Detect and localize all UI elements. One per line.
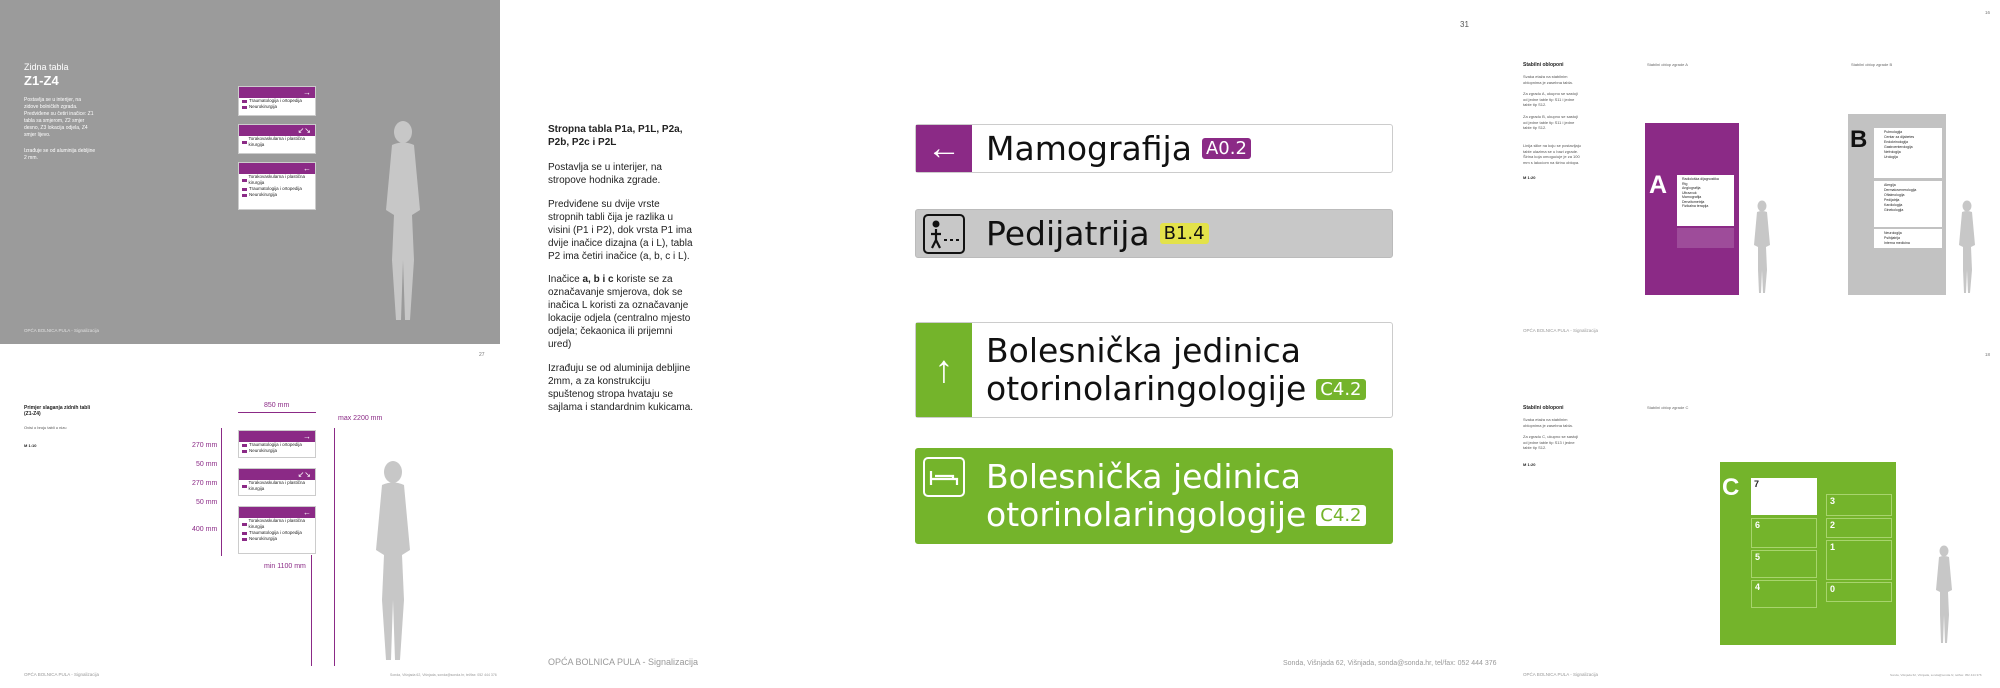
- sign-line-2: [986, 370, 1366, 408]
- floor-panel-2: Pulmologija Centar za dijabetes Endokrinologija Gastroenterologija Nefrologija Urologija: [1874, 128, 1942, 178]
- dim-min-height: min 1100 mm: [264, 563, 306, 570]
- floor-panel-0: Neurologija Psihijatrija Interna medicina: [1874, 229, 1942, 248]
- sign-label: otorinolaringologije: [986, 369, 1307, 408]
- ceiling-sign-otorino-location: [915, 448, 1393, 544]
- dim-max-height: max 2200 mm: [338, 415, 383, 422]
- wall-sign-z1: [238, 86, 316, 116]
- section-title: Z1-Z4: [24, 73, 59, 88]
- panel-text: Za zgradu B, ukupno se sastoji od jedne table tip S11 i jedne table tip S12.: [1523, 114, 1578, 130]
- page-footer: OPĆA BOLNICA PULA - Signalizacija: [1523, 328, 1599, 333]
- panel-text: Za zgradu A, ukupno se sastoji od jedne table tip S11 i jedne table tip S12.: [1523, 91, 1578, 107]
- drawing-label: Stabilni oblop zgrade A: [1647, 62, 1688, 67]
- floor-panel-1: Alergija Dermatovenerologija Oftalmologija Pedijatrija Kardiologija Ginekologija: [1874, 181, 1942, 227]
- dim-line: [311, 555, 312, 666]
- ceiling-sign-pedijatrija: [915, 209, 1393, 258]
- scale-label: M 1:20: [1523, 175, 1536, 180]
- drawing-label: Stabilni oblop zgrade C: [1647, 405, 1689, 410]
- page-footer-contact: Sonda, Višnjada 62, Višnjada, sonda@sonda.hr, tel/fax: 052 444 376: [390, 673, 497, 677]
- room-code-badge: A0.2: [1202, 138, 1251, 159]
- list-item: Neurokirurgija: [239, 448, 315, 454]
- list-item: Torakovaskularna i plastična kirurgija: [239, 518, 315, 530]
- floor-panel: 5: [1751, 550, 1817, 578]
- page-footer: OPĆA BOLNICA PULA - Signalizacija: [1523, 672, 1599, 677]
- floor-panel: 4: [1751, 580, 1817, 608]
- list-item: Torakovaskularna i plastična kirurgija: [239, 174, 315, 186]
- floor-panel: [1677, 175, 1734, 226]
- list-item: Neurokirurgija: [239, 104, 315, 110]
- wall-sign-z3: [238, 506, 316, 554]
- paragraph: Inačice a, b i c koriste se za označavanje smjerova, dok se inačica L koristi za označavanje lokacije odjela (centralno mjesto odjela; čekaonica ili prijemni ured): [548, 274, 691, 350]
- panel-text: Svaka etaža na stabilnim oblopnima je zasebna tabla.: [1523, 417, 1573, 428]
- dim-line: [221, 428, 222, 556]
- sign-text-block: [986, 332, 1366, 408]
- panel-note: Ovisi o broju tabli u nizu: [24, 425, 67, 430]
- floor-panel: 3: [1826, 494, 1892, 516]
- sign-label: Pedijatrija: [986, 214, 1150, 253]
- scale-label: M 1:20: [1523, 462, 1536, 467]
- sign-label: Bolesnička jedinica: [986, 331, 1301, 370]
- scale-label: M 1:10: [24, 443, 37, 448]
- sign-label: otorinolaringologije: [986, 495, 1307, 534]
- bed-icon: [923, 457, 965, 497]
- arrow-diagonal-icon: ↙↘: [239, 125, 315, 136]
- arrow-right-icon: →: [239, 431, 315, 442]
- human-silhouette: [1932, 545, 1957, 645]
- page-number: 18: [1985, 352, 1991, 357]
- page-footer: OPĆA BOLNICA PULA - Signalizacija: [548, 657, 699, 667]
- paragraph: Izrađuju se od aluminija debljine 2mm, a za konstrukciju spuštenog stropa hvataju se sajlama i standardnim kukicama.: [548, 363, 694, 413]
- page-footer-contact: Sonda, Višnjada 62, Višnjada, sonda@sonda.hr, tel/fax: 052 444 376: [1283, 660, 1497, 667]
- page-footer-contact: Sonda, Višnjada 62, Višnjada, sonda@sonda.hr, tel/fax: 052 444 376: [1890, 673, 1982, 677]
- list-item: Torakovaskularna i plastična kirurgija: [239, 480, 315, 492]
- room-code-badge: C4.2: [1316, 379, 1365, 400]
- arrow-left-icon: ←: [239, 163, 315, 174]
- intro-text: Postavlja se u interijer, na zidove bolničkih zgrada. Predviđene su četiri inačice: Z1 tabla sa smjerom, Z2 smjer desno, Z3 lokacija odjela, Z4 smjer lijevo.: [24, 97, 94, 138]
- human-silhouette: [1955, 200, 1980, 295]
- panel-title: Stabilni obloponi: [1523, 405, 1564, 411]
- page-footer: OPĆA BOLNICA PULA - Signalizacija: [24, 672, 100, 677]
- floor-panel: 1: [1826, 540, 1892, 580]
- drawing-label: Stabilni oblop zgrade B: [1851, 62, 1893, 67]
- wall-sign-z3: [238, 162, 316, 210]
- human-silhouette: [378, 120, 428, 325]
- dim-h1: 270 mm: [192, 442, 218, 449]
- floor-panel: 7: [1751, 478, 1817, 515]
- dim-h3: 400 mm: [192, 526, 218, 533]
- sign-label: Mamografija: [986, 129, 1192, 168]
- arrow-right-icon: →: [239, 87, 315, 98]
- panel-text: Linija slike na koju se postavljaju table ulazima se u bazi zgrade. Širina koja omogućuje je za 100 mm s lakoćom na širinu oblopa.: [1523, 143, 1581, 165]
- room-code-badge: B1.4: [1160, 223, 1209, 244]
- list-item: Torakovaskularna i plastična kirurgija: [239, 136, 315, 148]
- icon-container: [916, 210, 972, 257]
- page-number: 31: [1460, 20, 1469, 29]
- human-silhouette: [368, 460, 418, 665]
- paragraph: Predviđene su dvije vrste stropnih tabli čija je razlika u visini (P1 i P2), dok vrsta P1 ima dvije inačice dizajna (a i L), tabla P2 ima četiri inačice (a, b, c i L).: [548, 199, 693, 262]
- floor-panel: 2: [1826, 518, 1892, 538]
- page-number: 16: [1985, 10, 1991, 15]
- floor-panel: 6: [1751, 518, 1817, 548]
- ceiling-sign-mamografija: [915, 124, 1393, 173]
- paragraph: Postavlja se u interijer, na stropove hodnika zgrade.: [548, 162, 662, 186]
- wall-sign-z1: [238, 430, 316, 458]
- building-letter: B: [1850, 126, 1872, 154]
- ceiling-sign-otorino-direction: [915, 322, 1393, 418]
- list-item: Traumatologija i ortopedija: [239, 530, 315, 536]
- building-letter: A: [1649, 171, 1668, 199]
- wall-sign-z2: [238, 468, 316, 496]
- sign-text-block: [986, 458, 1366, 534]
- page-footer: OPĆA BOLNICA PULA - Signalizacija: [24, 328, 100, 333]
- page-title: Stropna tabla P1a, P1L, P2a, P2b, P2c i P2L: [548, 124, 683, 148]
- list-item: Traumatologija i ortopedija: [239, 442, 315, 448]
- dim-line: [334, 428, 335, 666]
- human-silhouette: [1750, 200, 1775, 295]
- panel-title: Stabilni obloponi: [1523, 62, 1564, 68]
- room-code-badge: C4.2: [1316, 505, 1365, 526]
- list-item: Traumatologija i ortopedija: [239, 186, 315, 192]
- arrow-left-icon: ←: [916, 125, 972, 172]
- section-subtitle: Zidna tabla: [24, 62, 69, 72]
- floor-panel: 0: [1826, 582, 1892, 602]
- floor-list: Radiološka dijagnostika Rtg Angiografija Ultrazvuk Mamografija Denzitometrija Fizikalna terapija: [1682, 177, 1719, 208]
- dim-width: 850 mm: [264, 402, 290, 409]
- dim-gap1: 50 mm: [196, 461, 218, 468]
- arrow-up-icon: ↑: [916, 323, 972, 417]
- dim-h2: 270 mm: [192, 480, 218, 487]
- wall-sign-z2: [238, 124, 316, 154]
- list-item: Traumatologija i ortopedija: [239, 98, 315, 104]
- material-text: Izrađuje se od aluminija debljine 2 mm.: [24, 148, 96, 161]
- icon-container: [916, 449, 972, 543]
- building-letter: C: [1722, 474, 1740, 501]
- list-item: Neurokirurgija: [239, 536, 315, 542]
- floor-panel: [1677, 228, 1734, 248]
- dim-gap2: 50 mm: [196, 499, 218, 506]
- page-number: 27: [479, 352, 485, 358]
- sign-label: Bolesnička jedinica: [986, 457, 1301, 496]
- panel-text: Svaka etaža na stabilnim oblopnima je zasebna tabla.: [1523, 74, 1573, 85]
- arrow-left-icon: ←: [239, 507, 315, 518]
- panel-text: Za zgradu C, ukupno se sastoji od jedne table tip S13 i jedne table tip S12.: [1523, 434, 1579, 450]
- dim-line: [238, 412, 316, 413]
- sign-line-2: [986, 496, 1366, 534]
- list-item: Neurokirurgija: [239, 192, 315, 198]
- arrow-diagonal-icon: ↙↘: [239, 469, 315, 480]
- waiting-person-icon: [923, 214, 965, 254]
- panel-title: Primjer slaganja zidnih tabli (Z1-Z4): [24, 405, 91, 417]
